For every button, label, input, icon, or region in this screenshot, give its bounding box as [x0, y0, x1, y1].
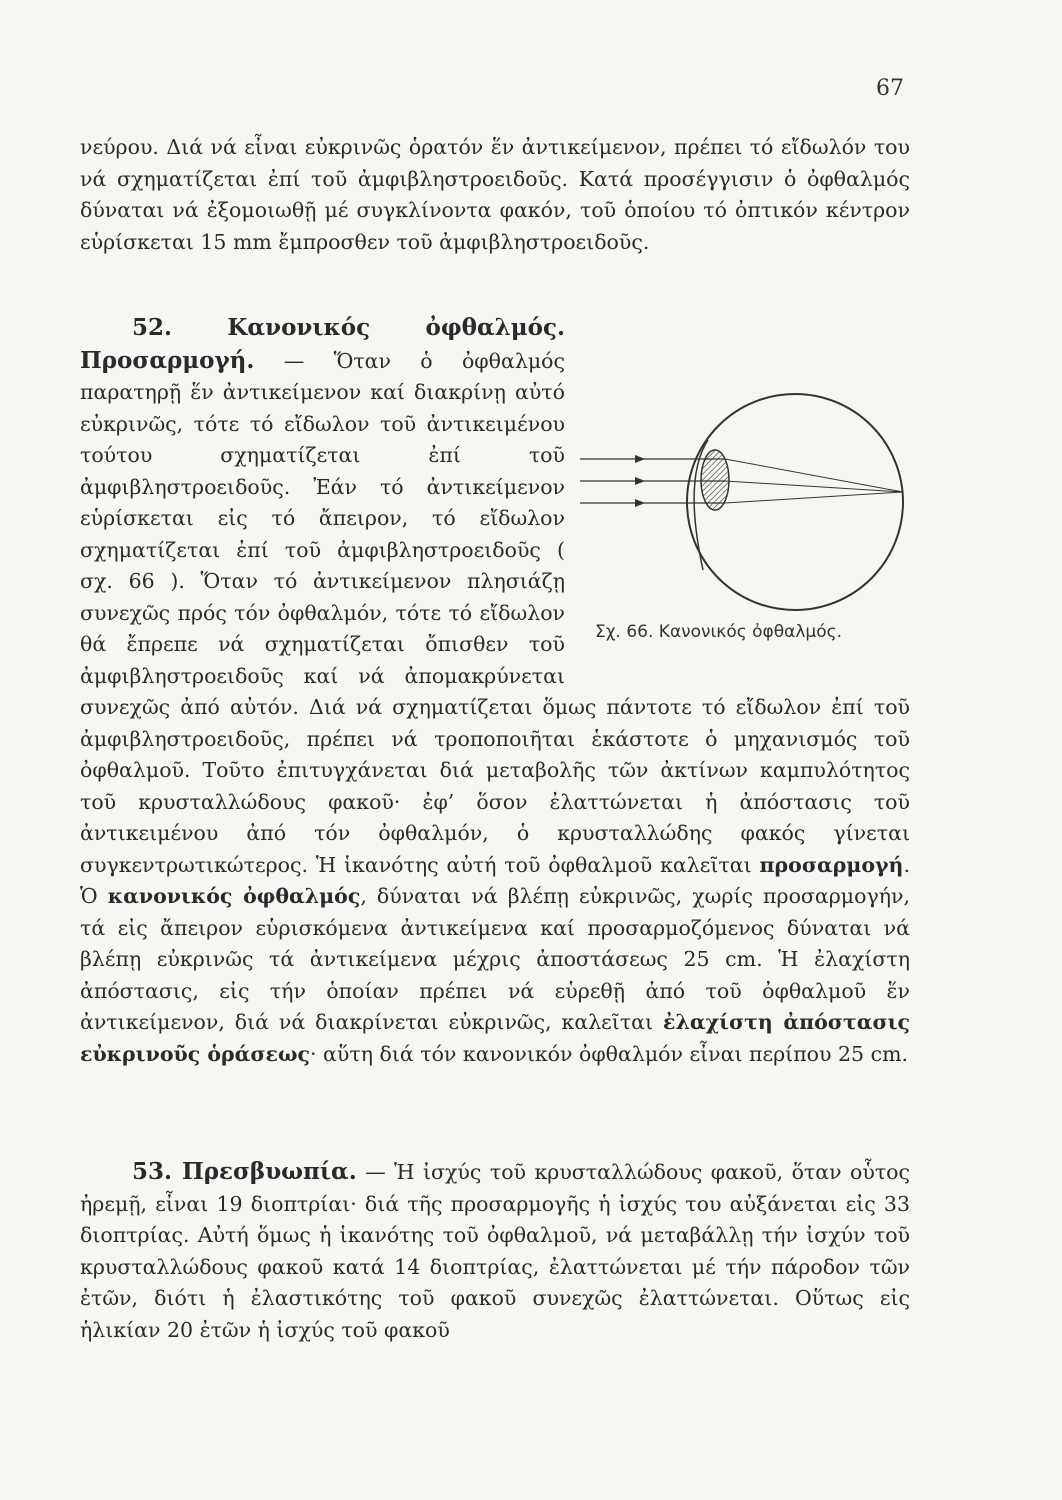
- page-number: 67: [876, 76, 904, 101]
- converge-bottom: [725, 492, 903, 503]
- converge-middle: [725, 481, 903, 492]
- term-prosarmogi: προσαρμογή: [759, 852, 904, 877]
- arrow-bottom: [635, 499, 645, 507]
- eye-diagram: [575, 392, 905, 617]
- converge-top: [725, 459, 903, 492]
- section-53-text: — Ἡ ἰσχύς τοῦ κρυσταλλώδους φακοῦ, ὅταν οὗτος ἠρεμῇ, εἶναι 19 διοπτρίαι· διά τῆς προσαρμογῆς ἡ ἰσχύς του αὐξάνεται εἰς 33 διοπτρίας. Αὐτή ὅμως ἡ ἱκανότης τοῦ ὀφθαλμοῦ, νά μεταβάλλῃ τήν ἰσχύν τοῦ κρυσταλλώδους φακοῦ κατά 14 διοπτρίας, ἐλαττώνεται μέ τήν πάροδον τῶν ἐτῶν, διότι ἡ ἐλαστικότης τοῦ φακοῦ συνεχῶς ἐλαττώνεται. Οὕτως εἰς ἡλικίαν 20 ἐτῶν ἡ ἰσχύς τοῦ φακοῦ: [80, 1160, 910, 1342]
- section-52-text-a: — Ὅταν ὁ ὀφθαλμός παρατηρῇ ἕν ἀντικείμενον καί διακρίνῃ αὐτό εὐκρινῶς, τότε τό εἴδωλον τοῦ ἀντικειμένου τούτου σχηματίζεται ἐπί τοῦ ἀμφιβληστροειδοῦς. Ἐάν τό ἀντικείμενον εὑρίσκεται εἰς τό ἄπειρον, τό εἴδωλον σχηματίζεται ἐπί τοῦ ἀμφιβληστροειδοῦς ( σχ. 66 ). Ὅταν τό ἀντικείμενον πλησιάζῃ συνεχῶς πρός τόν ὀφθαλμόν, τότε τό εἴδωλον θά ἔπρεπε νά σχηματίζεται ὄπισθεν τοῦ ἀμφιβληστροειδοῦς καί νά ἀπομακρύνεται συνεχῶς ἀπό αὐτόν. Διά νά σχηματίζεται ὅμως πάντοτε τό εἴδωλον ἐπί τοῦ ἀμφιβληστροειδοῦς, πρέπει νά τροποποιῆται ἑκάστοτε ὁ μηχανισμός τοῦ ὀφθαλμοῦ. Τοῦτο ἐπιτυγχάνεται διά μεταβολῆς τῶν ἀκτίνων καμπυλότητος τοῦ κρυσταλλώδους φακοῦ· ἐφ’ ὅσον ἐλαττώνεται ἡ ἀπόστασις τοῦ ἀντικειμένου ἀπό τόν ὀφθαλμόν, ὁ κρυσταλλώδης φακός γίνεται συγκεντρωτικώτερος. Ἡ ἱκανότης αὐτή τοῦ ὀφθαλμοῦ καλεῖται: [80, 348, 910, 877]
- section-53: [80, 1156, 910, 1346]
- section-52-text-b: . Ὁ: [80, 852, 910, 908]
- section-53-title: 53. Πρεσβυωπία.: [132, 1158, 357, 1185]
- term-kanonikos-ofthalmos: κανονικός ὀφθαλμός: [107, 884, 361, 908]
- paragraph-intro: νεύρου. Διά νά εἶναι εὐκρινῶς ὁρατόν ἕν ἀντικείμενον, πρέπει τό εἴδωλόν του νά σχηματίζεται ἐπί τοῦ ἀμφιβληστροειδοῦς. Κατά προσέγγισιν ὁ ὀφθαλμός δύναται νά ἐξομοιωθῇ μέ συγκλίνοντα φακόν, τοῦ ὁποίου τό ὀπτικόν κέντρον εὑρίσκεται 15 mm ἔμπροσθεν τοῦ ἀμφιβληστροειδοῦς.: [80, 135, 910, 254]
- section-52-text-c: , δύναται νά βλέπῃ εὐκρινῶς, χωρίς προσαρμογήν, τά εἰς ἄπειρον εὑρισκόμενα ἀντικείμενα καί προσαρμοζόμενος δύναται νά βλέπῃ εὐκρινῶς τά ἀντικείμενα μέχρις ἀποστάσεως 25 cm. Ἡ ἐλαχίστη ἀπόστασις, εἰς τήν ὁποίαν πρέπει νά εὑρεθῇ ἀπό τοῦ ὀφθαλμοῦ ἕν ἀντικείμενον, διά νά διακρίνεται εὐκρινῶς, καλεῖται: [80, 884, 910, 1034]
- arrow-top: [635, 455, 645, 463]
- figure-caption: Σχ. 66. Κανονικός ὀφθαλμός.: [595, 622, 842, 642]
- section-52-title: 52. Κανονικός ὀφθαλμός. Προσαρμογή.: [80, 314, 565, 374]
- term-elaxisti-apostasis: ἐλαχίστη ἀπόστασις εὐκρινοῦς ὁράσεως: [80, 1010, 910, 1066]
- figure-66: [575, 392, 905, 657]
- arrow-middle: [635, 477, 645, 485]
- section-52-text-d: · αὕτη διά τόν κανονικόν ὀφθαλμόν εἶναι περίπου 25 cm.: [310, 1041, 909, 1066]
